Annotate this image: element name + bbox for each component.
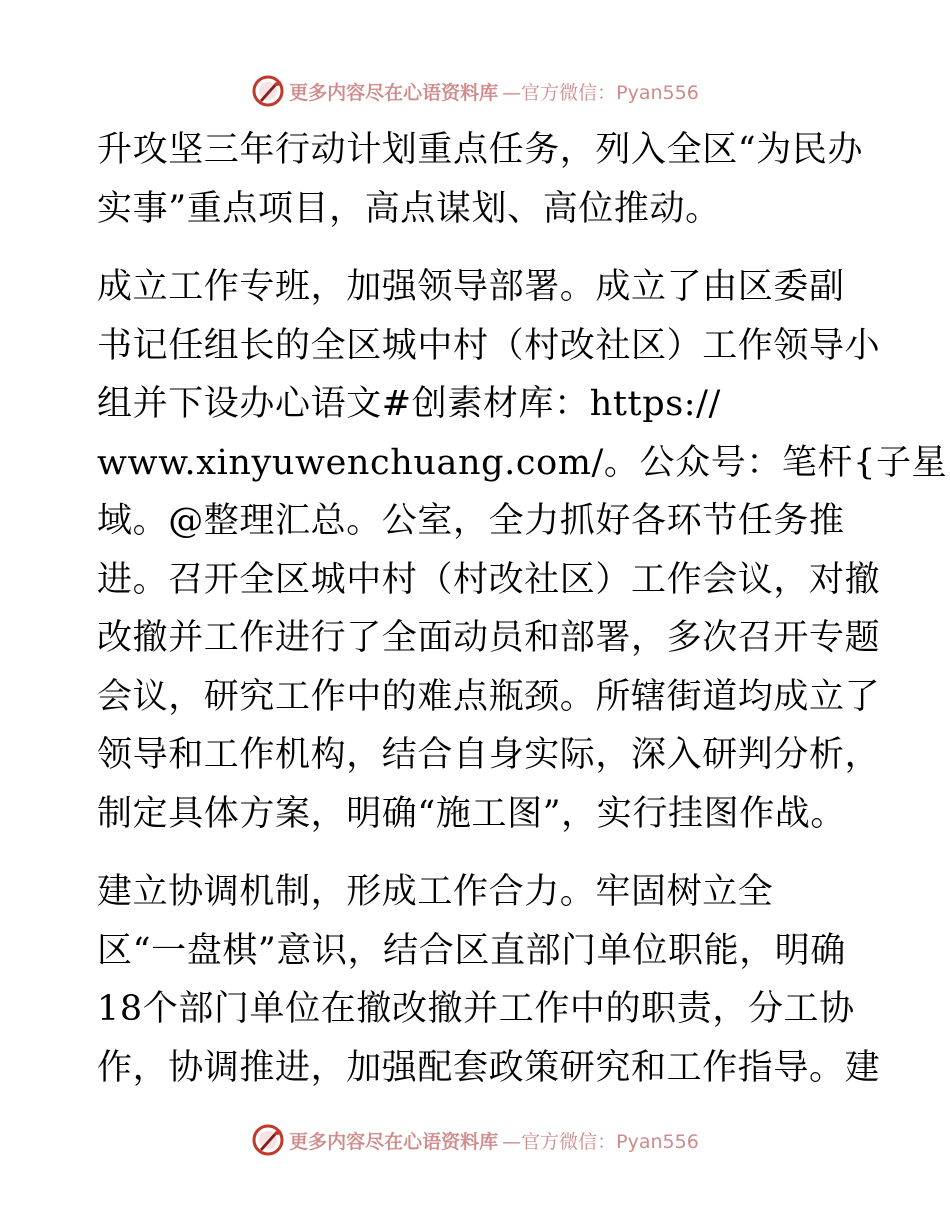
text-line: 制定具体方案，明确“施工图”，实行挂图作战。 (97, 793, 846, 834)
watermark-main-text: 更多内容尽在心语资料库 (289, 1130, 499, 1153)
watermark-main-text: 更多内容尽在心语资料库 (289, 81, 499, 104)
text-line: www.xinyuwenchuang.com/。公众号：笔杆{子星 (97, 442, 948, 483)
footer-watermark (251, 1123, 699, 1157)
text-line: 会议，研究工作中的难点瓶颈。所辖街道均成立了 (97, 676, 881, 717)
header-watermark-banner (0, 71, 950, 111)
text-line: 改撤并工作进行了全面动员和部署，多次召开专题 (97, 618, 881, 658)
text-line: 升攻坚三年行动计划重点任务，列入全区“为民办 (97, 130, 864, 170)
footer-watermark-banner (0, 1120, 950, 1160)
text-line: 领导和工作机构，结合自身实际，深入研判分析， (97, 735, 881, 775)
text-line: 成立工作专班，加强领导部署。成立了由区委副 (97, 267, 845, 307)
document-body (97, 121, 948, 1097)
quill-pen-circle-icon (251, 1123, 285, 1157)
text-line: 进。召开全区城中村（村改社区）工作会议，对撤 (97, 559, 881, 600)
text-line: 实事”重点项目，高点谋划、高位推动。 (97, 188, 721, 229)
paragraph-3 (97, 863, 881, 1097)
text-line: 域。@整理汇总。公室，全力抓好各环节任务推 (97, 501, 845, 541)
quill-pen-circle-icon (251, 74, 285, 108)
text-line: 建立协调机制，形成工作合力。牢固树立全 (97, 872, 774, 912)
text-line: 作，协调推进，加强配套政策研究和工作指导。建 (97, 1047, 881, 1088)
header-watermark (251, 74, 699, 108)
watermark-sub-text: —官方微信：Pyan556 (502, 1130, 699, 1153)
text-line: 书记任组长的全区城中村（村改社区）工作领导小 (97, 325, 881, 366)
text-line: 区“一盘棋”意识，结合区直部门单位职能，明确 (97, 930, 846, 971)
text-line: 18个部门单位在撤改撤并工作中的职责，分工协 (97, 989, 855, 1029)
paragraph-2 (97, 258, 948, 843)
watermark-sub-text: —官方微信：Pyan556 (502, 81, 699, 104)
paragraph-1 (97, 121, 864, 238)
text-line: 组并下设办心语文#创素材库：https:// (97, 384, 721, 424)
